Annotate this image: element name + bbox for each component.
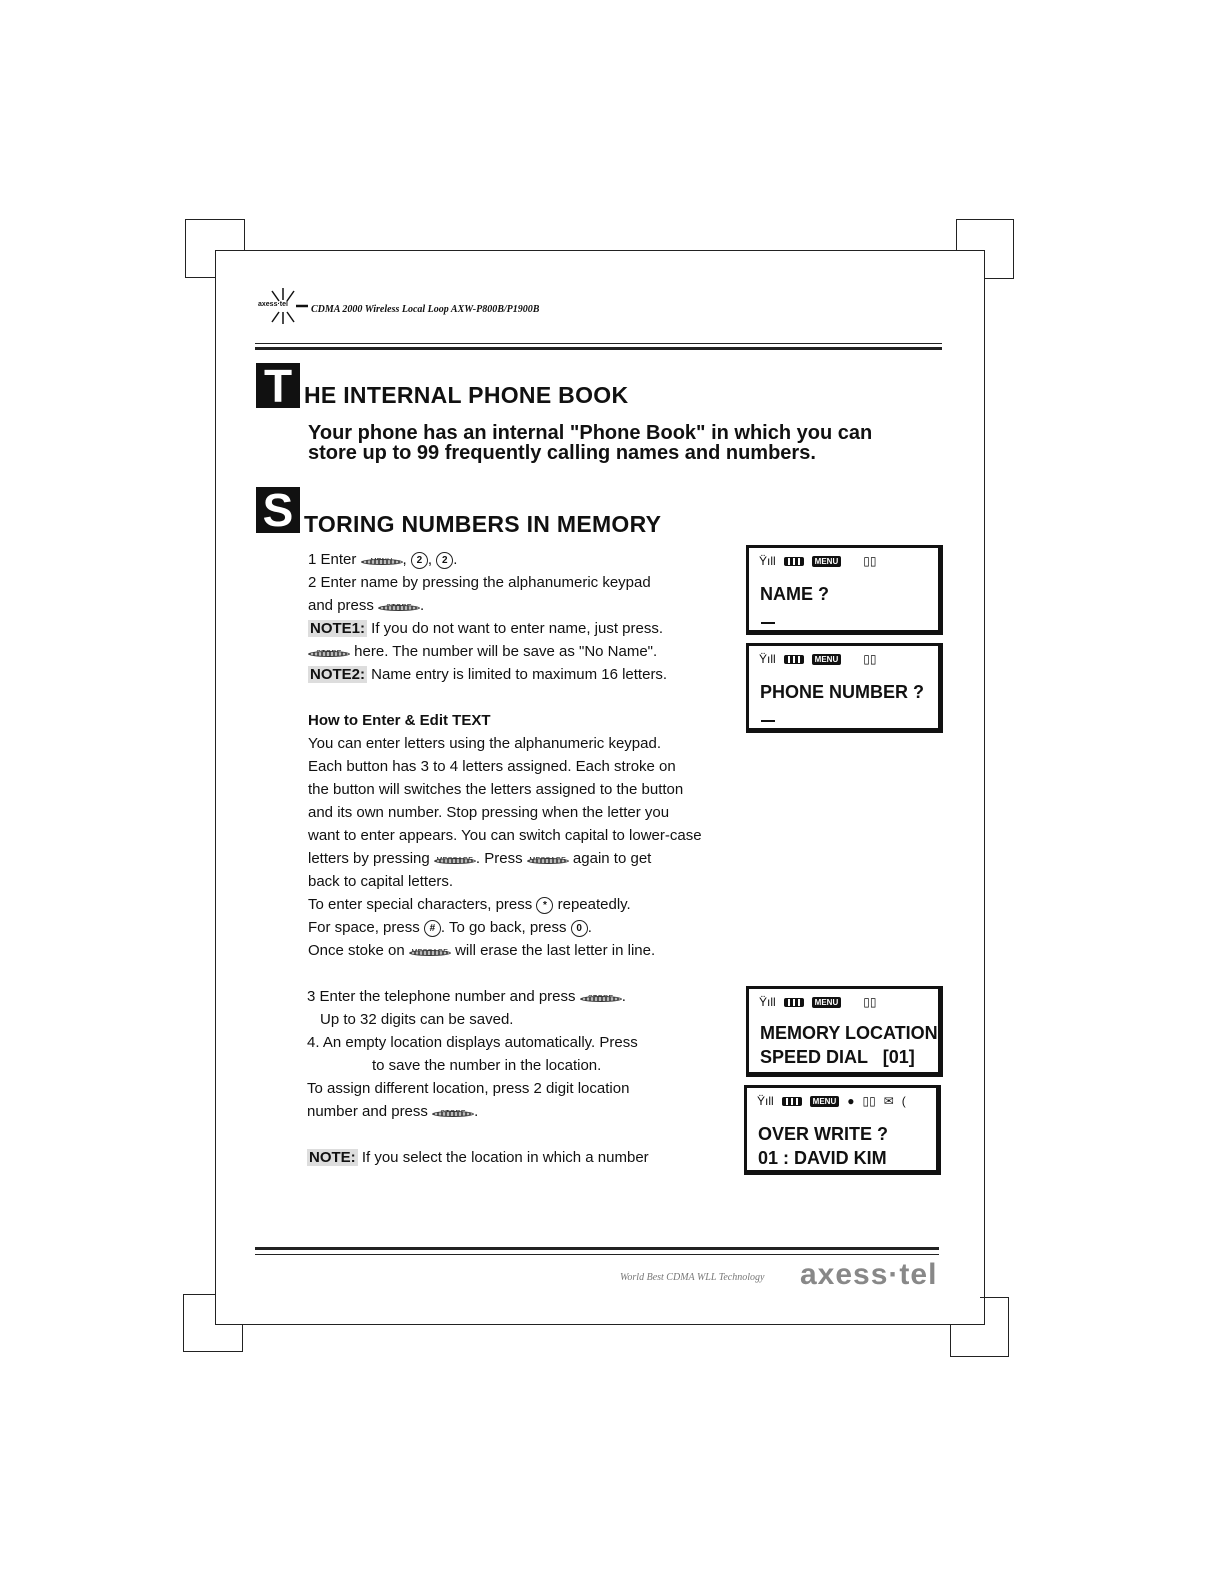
footer-brand: axess·tel <box>800 1258 938 1291</box>
signal-icon: Ÿıll <box>757 1094 774 1108</box>
status-icons <box>759 554 876 568</box>
status-icons <box>759 995 876 1009</box>
note-overwrite: NOTE: If you select the location in which a number <box>309 1149 649 1166</box>
step-4: 4. An empty location displays automatically. Press <box>307 1034 638 1051</box>
section1-initial: T <box>256 363 300 408</box>
message-key-icon <box>527 852 569 866</box>
hash-key-icon: # <box>424 920 441 937</box>
section1-lead: Your phone has an internal "Phone Book" in which you can store up to 99 frequently calling names and numbers. <box>308 422 873 464</box>
steps2-block: 3 Enter the telephone number and press . Up to 32 digits can be saved. 4. An empty location displays automatically. Press to save the number in the location. To assign different location, press 2 digit location number and press . NOTE: If you select the location in which a number <box>307 985 727 1169</box>
phonebook-icon: ▯▯ <box>863 554 877 568</box>
alarm-icon: ● <box>847 1094 855 1108</box>
howto-heading: How to Enter & Edit TEXT <box>308 712 491 729</box>
store-key-icon <box>432 1105 474 1119</box>
lcd-line2: 01 : DAVID KIM <box>758 1148 887 1168</box>
lcd-screen-overwrite <box>744 1085 941 1175</box>
header-logo <box>258 286 308 326</box>
zero-key-icon: 0 <box>571 920 588 937</box>
phonebook-icon: ▯▯ <box>863 652 877 666</box>
footer-tagline: World Best CDMA WLL Technology <box>620 1272 765 1283</box>
section2-initial: S <box>256 487 300 533</box>
lcd-line1: OVER WRITE ? <box>758 1124 888 1144</box>
doc-title: CDMA 2000 Wireless Local Loop AXW-P800B/P1900B <box>311 304 540 315</box>
lcd-line1: PHONE NUMBER ? <box>760 682 925 702</box>
section1-title: HE INTERNAL PHONE BOOK <box>304 382 629 408</box>
step-3: 3 Enter the telephone number and press . <box>307 988 626 1005</box>
menu-indicator: MENU <box>812 654 842 665</box>
store-key-icon <box>580 990 622 1004</box>
note1: NOTE1: If you do not want to enter name, just press. <box>310 620 664 637</box>
phonebook-icon: ▯▯ <box>862 1094 876 1108</box>
menu-indicator: MENU <box>812 556 842 567</box>
cursor <box>761 720 775 722</box>
signal-icon: Ÿıll <box>759 995 776 1009</box>
handset-icon: ( <box>901 1094 906 1108</box>
battery-icon <box>784 655 804 664</box>
star-key-icon: * <box>536 897 553 914</box>
footer-rule <box>255 1247 939 1250</box>
envelope-icon: ✉ <box>883 1094 894 1108</box>
lcd-screen-phone <box>746 643 943 733</box>
store-key-icon <box>378 599 420 613</box>
battery-icon <box>784 998 804 1007</box>
step-2: 2 Enter name by pressing the alphanumeric keypad <box>308 574 651 591</box>
lcd-line1: NAME ? <box>760 584 829 604</box>
status-icons <box>759 652 876 666</box>
lcd-screen-name <box>746 545 943 635</box>
battery-icon <box>782 1097 802 1106</box>
lcd-line1: MEMORY LOCATION <box>760 1023 938 1043</box>
signal-icon: Ÿıll <box>759 652 776 666</box>
key-2-icon: 2 <box>411 552 428 569</box>
step-1: 1 Enter , 2 , 2 . <box>308 551 458 568</box>
status-icons <box>757 1094 906 1108</box>
message-key-icon <box>409 944 451 958</box>
cursor <box>761 622 775 624</box>
header-rule <box>255 343 942 344</box>
battery-icon <box>784 557 804 566</box>
section2-title: TORING NUMBERS IN MEMORY <box>304 511 662 537</box>
key-2-icon: 2 <box>436 552 453 569</box>
message-key-icon <box>434 852 476 866</box>
lcd-line2: SPEED DIAL [01] <box>760 1047 915 1067</box>
logo-text: axess·tel <box>258 301 288 308</box>
steps-block: 1 Enter , 2 , 2 . 2 Enter name by pressing the alphanumeric keypad and press . NOTE1: If you do not want to enter name, just press. here. The number will be save as "No Name". NOTE2: Name entry is limited to maximum 16 letters. <box>308 548 728 686</box>
menu-indicator: MENU <box>810 1096 840 1107</box>
lcd-screen-location <box>746 986 943 1077</box>
phonebook-icon: ▯▯ <box>863 995 877 1009</box>
store-key-icon <box>308 645 350 659</box>
signal-icon: Ÿıll <box>759 554 776 568</box>
note2: NOTE2: Name entry is limited to maximum 16 letters. <box>310 666 668 683</box>
menu-indicator: MENU <box>812 997 842 1008</box>
howto-block: How to Enter & Edit TEXT You can enter letters using the alphanumeric keypad. Each button has 3 to 4 letters assigned. Each stroke on the button will switches the letters assigned to the button and its own number. Stop pressing when the letter you want to enter appears. You can switch capital to lower-case letters by pressing . Press again to get back to capital letters. To enter special characters, press * repeatedly. For space, press # . To go back, press 0 . Once stoke on will erase the last letter in line. <box>308 709 728 962</box>
menu-key-icon <box>361 553 403 567</box>
